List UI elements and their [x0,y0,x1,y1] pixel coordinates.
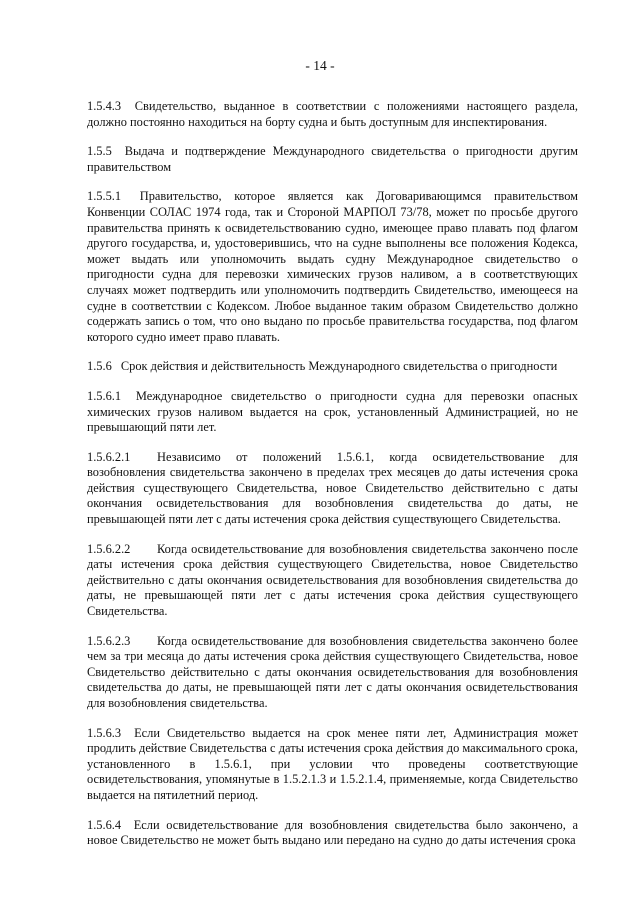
paragraph-1-5-5-1 [87,189,578,345]
paragraph-text: Международное свидетельство о пригодности судна для перевозки опасных химических грузов наливом выдается на срок, установленный Администрацией, но не превышающий пяти лет. [87,388,578,435]
paragraph-text: Когда освидетельствование для возобновления свидетельства закончено более чем за три месяца до даты истечения срока действия существующего Свидетельства, новое Свидетельство действительно с даты окончания освидетельствования для возобновления свидетельства до даты, не превышающей пяти лет с даты окончания освидетельствования для возобновления свидетельства. [87,633,578,710]
paragraph-text: Свидетельство, выданное в соответствии с положениями настоящего раздела, должно постоянно находиться на борту судна и быть доступным для инспектирования. [87,99,578,129]
section-number: 1.5.6.2.2 [87,541,131,556]
section-number: 1.5.5.1 [87,189,122,204]
paragraph-text: Если Свидетельство выдается на срок менее пяти лет, Администрация может продлить действие Свидетельства с даты истечения срока действия до максимального срока, установленного в 1.5.6.1, при условии что проведены соответствующие освидетельствования, упомянутые в 1.5.2.1.3 и 1.5.2.1.4, применяемые, когда Свидетельство выдается на пятилетний период. [87,725,578,802]
section-number: 1.5.6.2.1 [87,449,131,464]
paragraph-1-5-6-3 [87,726,578,804]
section-number: 1.5.5 [87,144,112,159]
section-number: 1.5.6.4 [87,817,122,832]
section-number: 1.5.6 [87,359,112,374]
paragraph-1-5-6-2-3 [87,634,578,712]
paragraph-1-5-6-1 [87,389,578,436]
paragraph-text: Правительство, которое является как Договаривающимся правительством Конвенции СОЛАС 1974 года, так и Стороной МАРПОЛ 73/78, может по просьбе другого правительства принять к освидетельствованию судно, имеющее право плавать под флагом другого государства, и, удостоверившись, что на судне выполнены все положения Кодекса, может выдать или уполномочить выдать судну Международное свидетельство о пригодности судна для перевозки химических грузов наливом, а в соответствующих случаях может подтвердить или уполномочить подтвердить Свидетельство, имеющееся на судне в соответствии с Кодексом. Любое выданное таким образом Свидетельство должно содержать запись о том, что оно выдано по просьбе правительства государства, под флагом которого судно имеет право плавать. [87,189,578,344]
paragraph-1-5-6-2-1 [87,450,578,528]
heading-1-5-5 [87,144,578,175]
heading-text: Срок действия и действительность Международного свидетельства о пригодности [120,359,558,374]
paragraph-text: Независимо от положений 1.5.6.1, когда освидетельствование для возобновления свидетельства закончено в пределах трех месяцев до даты истечения срока действия существующего Свидетельства, новое Свидетельство действительно с даты окончания освидетельствования для возобновления свидетельства до даты, не превышающей пяти лет с даты истечения срока действия существующего Свидетельства. [87,449,578,527]
paragraph-1-5-6-4 [87,818,578,849]
paragraph-text: Если освидетельствование для возобновления свидетельства было закончено, а новое Свидетельство не может быть выдано или передано на судно до даты истечения срока [87,817,578,848]
paragraph-1-5-6-2-2 [87,542,578,620]
section-number: 1.5.6.1 [87,388,122,403]
paragraph-1-5-4-3 [87,99,578,130]
heading-1-5-6 [87,359,578,375]
section-number: 1.5.6.3 [87,725,122,740]
heading-text: Выдача и подтверждение Международного свидетельства о пригодности другим правительством [87,144,579,174]
section-number: 1.5.4.3 [87,99,122,113]
paragraph-text: Когда освидетельствование для возобновления свидетельства закончено после даты истечения срока действия существующего Свидетельства, новое Свидетельство действительно с даты окончания освидетельствования для возобновления свидетельства до даты, не превышающей пяти лет с даты истечения срока действия существующего Свидетельства. [87,541,578,619]
page-number: - 14 - [305,58,335,73]
section-number: 1.5.6.2.3 [87,633,131,648]
document-body [87,99,578,863]
